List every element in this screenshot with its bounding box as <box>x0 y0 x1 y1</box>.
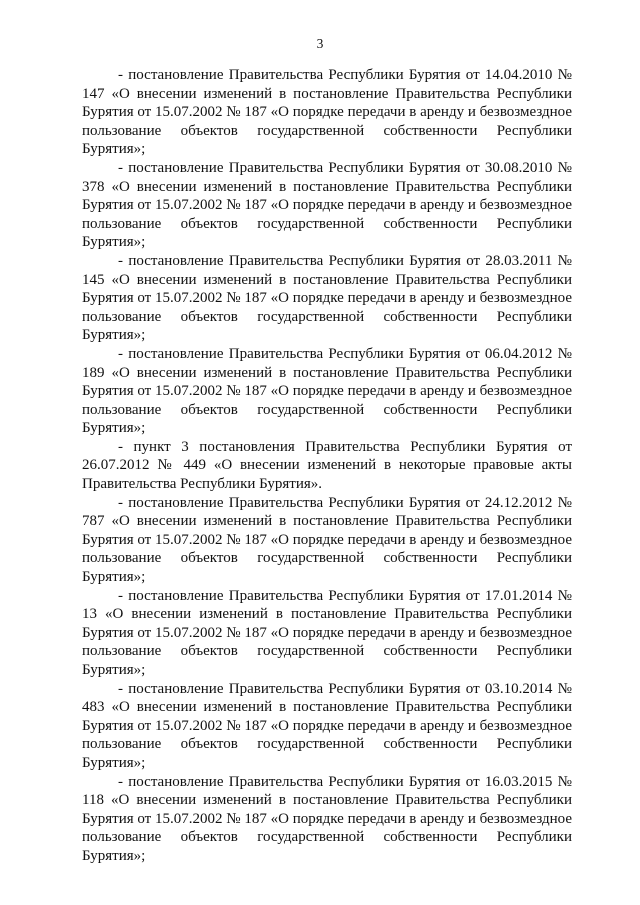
list-item: - постановление Правительства Республики Бурятия от 30.08.2010 № 378 «О внесении изменений в постановление Правительства Республики Бурятия от 15.07.2002 № 187 «О порядке передачи в аренду и безвозмездное пользование объектов государственной собственности Республики Бурятия»; <box>82 159 572 251</box>
document-body <box>82 66 572 866</box>
list-item: - постановление Правительства Республики Бурятия от 28.03.2011 № 145 «О внесении изменений в постановление Правительства Республики Бурятия от 15.07.2002 № 187 «О порядке передачи в аренду и безвозмездное пользование объектов государственной собственности Республики Бурятия»; <box>82 252 572 344</box>
list-item: - постановление Правительства Республики Бурятия от 06.04.2012 № 189 «О внесении изменений в постановление Правительства Республики Бурятия от 15.07.2002 № 187 «О порядке передачи в аренду и безвозмездное пользование объектов государственной собственности Республики Бурятия»; <box>82 345 572 437</box>
list-item: - постановление Правительства Республики Бурятия от 17.01.2014 № 13 «О внесении изменений в постановление Правительства Республики Бурятия от 15.07.2002 № 187 «О порядке передачи в аренду и безвозмездное пользование объектов государственной собственности Республики Бурятия»; <box>82 587 572 678</box>
list-item: - постановление Правительства Республики Бурятия от 16.03.2015 № 118 «О внесении изменений в постановление Правительства Республики Бурятия от 15.07.2002 № 187 «О порядке передачи в аренду и безвозмездное пользование объектов государственной собственности Республики Бурятия»; <box>82 773 572 864</box>
page-number: 3 <box>316 36 324 51</box>
list-item: - постановление Правительства Республики Бурятия от 24.12.2012 № 787 «О внесении изменений в постановление Правительства Республики Бурятия от 15.07.2002 № 187 «О порядке передачи в аренду и безвозмездное пользование объектов государственной собственности Республики Бурятия»; <box>82 494 572 586</box>
list-item: - постановление Правительства Республики Бурятия от 03.10.2014 № 483 «О внесении изменений в постановление Правительства Республики Бурятия от 15.07.2002 № 187 «О порядке передачи в аренду и безвозмездное пользование объектов государственной собственности Республики Бурятия»; <box>82 680 572 771</box>
list-item: - постановление Правительства Республики Бурятия от 14.04.2010 № 147 «О внесении изменений в постановление Правительства Республики Бурятия от 15.07.2002 № 187 «О порядке передачи в аренду и безвозмездное пользование объектов государственной собственности Республики Бурятия»; <box>82 67 572 158</box>
list-item: - пункт 3 постановления Правительства Республики Бурятия от 26.07.2012 № 449 «О внесении изменений в некоторые правовые акты Правительства Республики Бурятия». <box>82 438 572 493</box>
